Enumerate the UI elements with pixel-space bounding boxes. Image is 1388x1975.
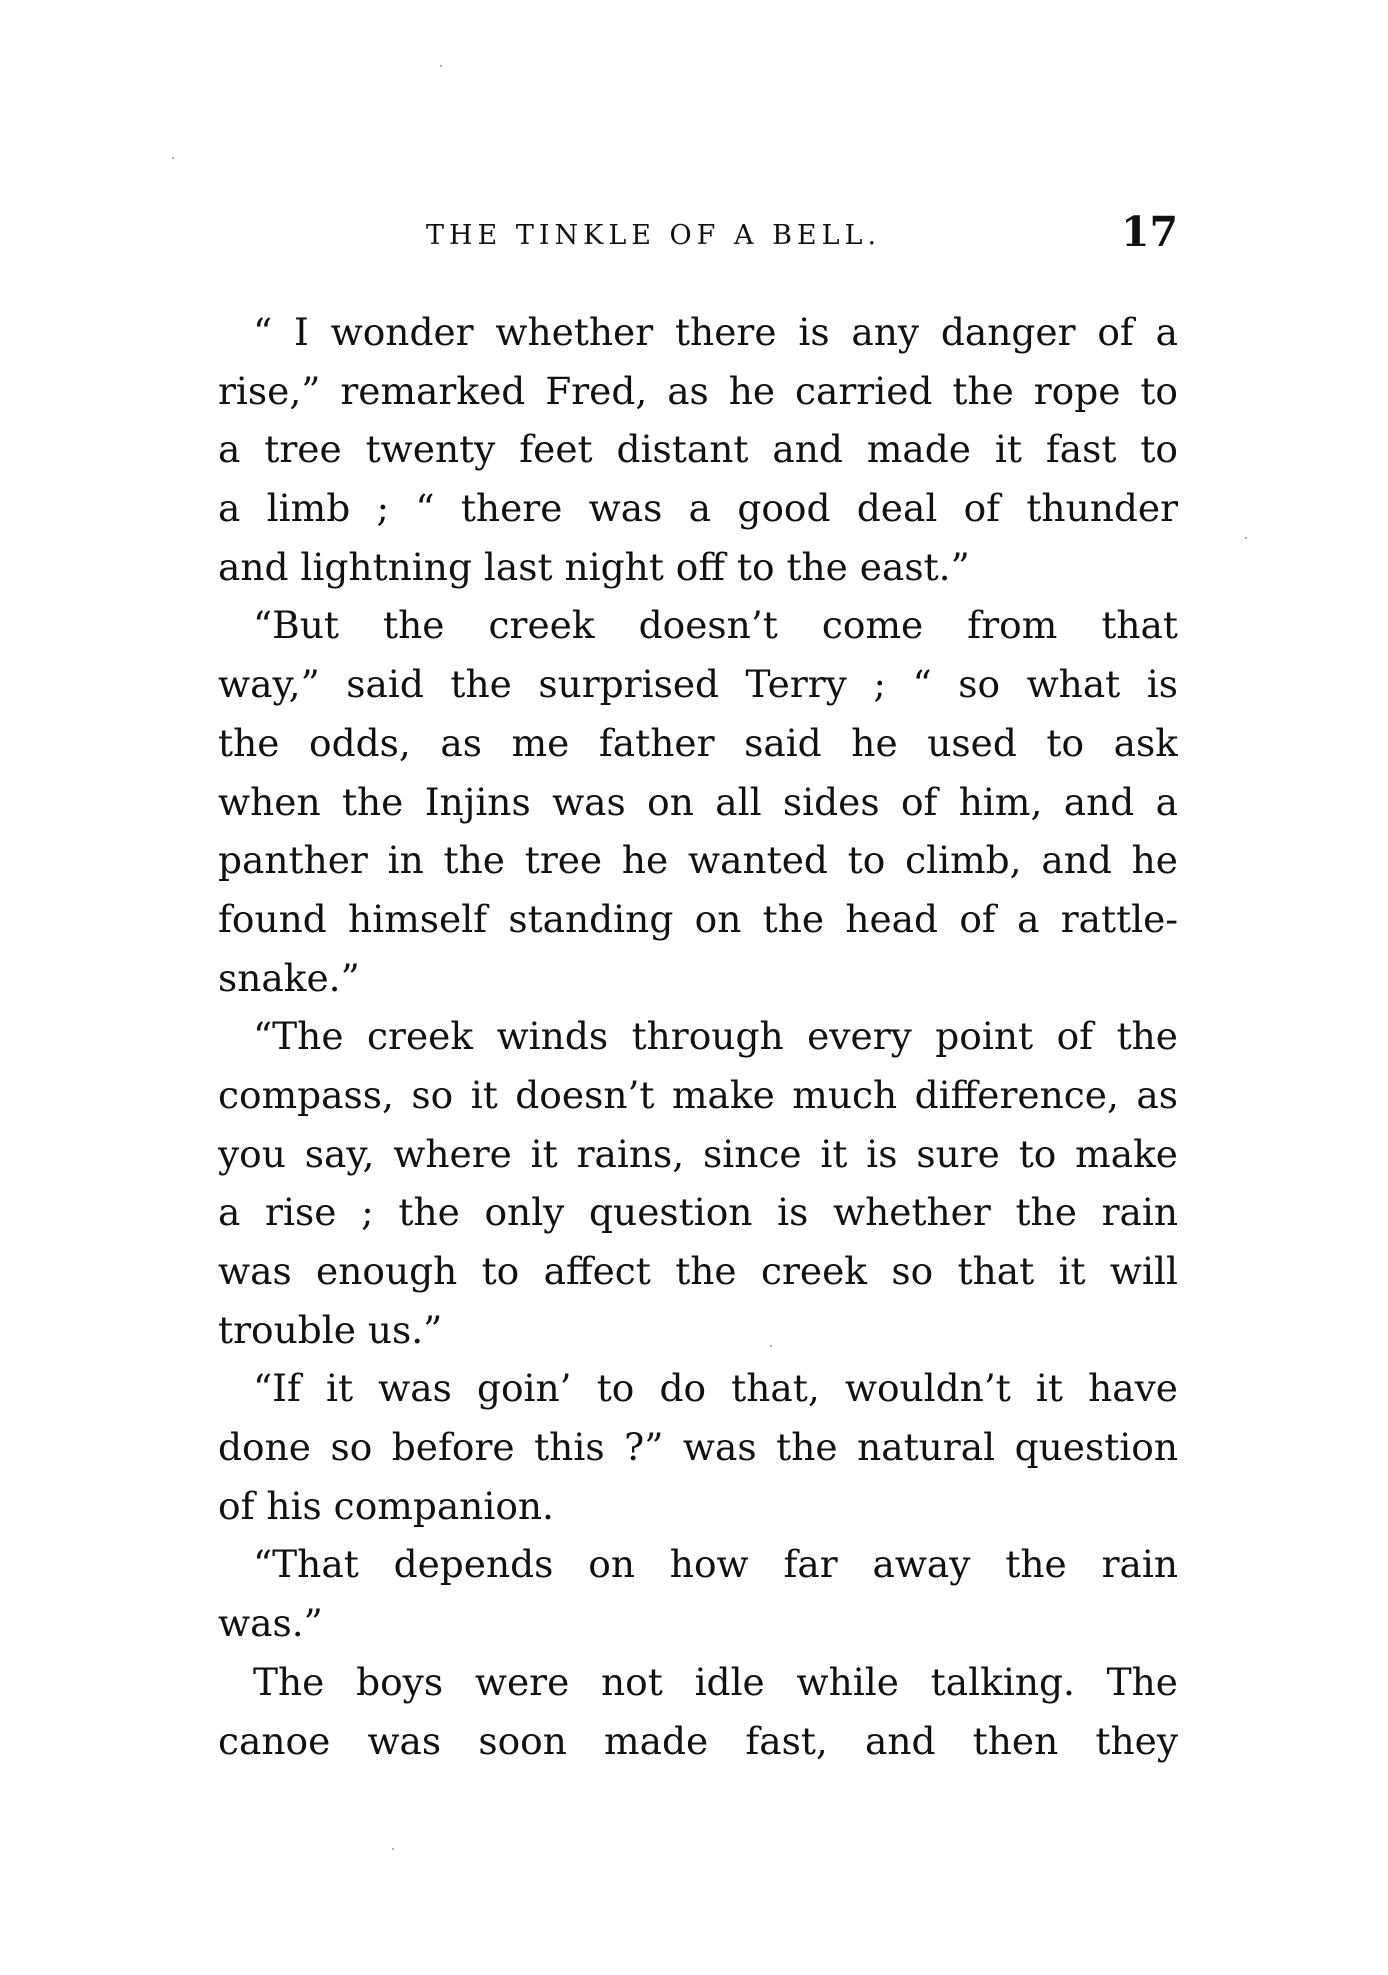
text-line: when the Injins was on all sides of him, and a [218, 779, 1178, 824]
text-line: was enough to affect the creek so that it will [218, 1249, 1178, 1293]
text-line: “ I wonder whether there is any danger of a [253, 310, 1178, 354]
page-number: 17 [1120, 208, 1178, 256]
text-line: and lightning last night off to the east.” [218, 544, 970, 589]
text-line: a limb ; “ there was a good deal of thunder [218, 486, 1178, 531]
page-header [218, 210, 1178, 270]
text-line: “But the creek doesn’t come from that [253, 603, 1178, 648]
running-head: THE TINKLE OF A BELL. [426, 220, 882, 251]
text-line: rise,” remarked Fred, as he carried the rope to [218, 368, 1178, 413]
paper-speck [172, 157, 174, 159]
text-line: “That depends on how far away the rain [253, 1542, 1178, 1587]
text-line: The boys were not idle while talking. The [253, 1659, 1178, 1704]
paper-speck [440, 65, 442, 67]
text-line: panther in the tree he wanted to climb, and he [218, 838, 1178, 883]
text-line: canoe was soon made fast, and then they [218, 1718, 1178, 1763]
text-line: compass, so it doesn’t make much difference, as [218, 1072, 1178, 1117]
text-line: snake.” [218, 955, 360, 1000]
text-line: found himself standing on the head of a rattle- [218, 896, 1178, 941]
text-line: you say, where it rains, since it is sure to make [218, 1131, 1178, 1176]
text-line: was.” [218, 1601, 323, 1646]
text-line: “If it was goin’ to do that, wouldn’t it have [253, 1366, 1178, 1411]
text-line: a tree twenty feet distant and made it fast to [218, 427, 1178, 472]
body-text [218, 303, 1178, 1770]
text-line: trouble us.” [218, 1307, 443, 1352]
paper-speck [1245, 537, 1247, 539]
text-line: a rise ; the only question is whether the rain [218, 1190, 1178, 1235]
text-line: done so before this ?” was the natural question [218, 1425, 1178, 1470]
text-line: “The creek winds through every point of the [253, 1014, 1178, 1059]
text-line: the odds, as me father said he used to ask [218, 720, 1178, 765]
paper-speck [770, 1345, 772, 1347]
paper-speck [392, 1848, 394, 1850]
text-line: way,” said the surprised Terry ; “ so what is [218, 662, 1178, 707]
text-line: of his companion. [218, 1483, 554, 1528]
